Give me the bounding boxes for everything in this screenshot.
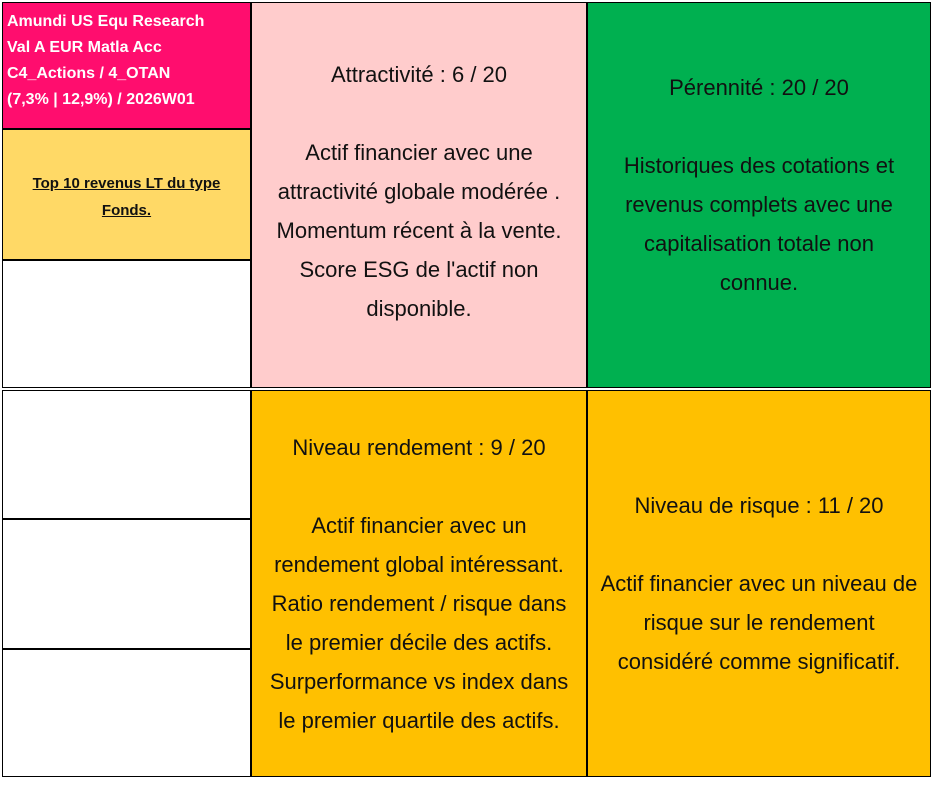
rendement-cell bbox=[251, 390, 587, 777]
rendement-line: Surperformance vs index dans bbox=[269, 668, 569, 694]
risque-line: risque sur le rendement bbox=[643, 610, 875, 635]
attractivite-line: disponible. bbox=[366, 295, 472, 321]
fund-title-line-2: Val A EUR Matla Acc bbox=[7, 39, 162, 56]
rendement-line: Ratio rendement / risque dans bbox=[271, 590, 567, 616]
attractivite-line: attractivité globale modérée . bbox=[277, 178, 561, 204]
attractivite-line: Score ESG de l'actif non bbox=[299, 256, 539, 282]
top10-label-line-2: Fonds. bbox=[101, 202, 152, 219]
top10-label-cell bbox=[2, 129, 251, 260]
risque-cell bbox=[587, 390, 931, 777]
rendement-line: Actif financier avec un bbox=[311, 512, 527, 538]
top10-label-line-1: Top 10 revenus LT du type bbox=[32, 175, 221, 192]
perennite-line: connue. bbox=[719, 270, 799, 295]
risque-line: considéré comme significatif. bbox=[617, 649, 901, 674]
empty-cell bbox=[2, 649, 251, 777]
attractivite-line: Momentum récent à la vente. bbox=[276, 217, 562, 243]
perennite-cell bbox=[587, 2, 931, 388]
empty-cell bbox=[2, 260, 251, 388]
perennite-line: capitalisation totale non bbox=[644, 231, 874, 256]
empty-cell bbox=[2, 519, 251, 649]
rendement-line: le premier décile des actifs. bbox=[285, 629, 553, 655]
fund-title-line-1: Amundi US Equ Research bbox=[7, 13, 205, 30]
rendement-line: rendement global intéressant. bbox=[274, 551, 564, 577]
perennite-line: Historiques des cotations et bbox=[623, 153, 895, 178]
attractivite-cell bbox=[251, 2, 587, 388]
rendement-heading: Niveau rendement : 9 / 20 bbox=[292, 434, 546, 460]
risque-line: Actif financier avec un niveau de bbox=[600, 571, 918, 596]
attractivite-line: Actif financier avec une bbox=[305, 139, 533, 165]
perennite-heading: Pérennité : 20 / 20 bbox=[669, 75, 849, 100]
fund-title-line-3: C4_Actions / 4_OTAN bbox=[7, 65, 171, 82]
perennite-line: revenus complets avec une bbox=[625, 192, 893, 217]
risque-heading: Niveau de risque : 11 / 20 bbox=[634, 493, 884, 518]
empty-cell bbox=[2, 390, 251, 519]
rendement-line: le premier quartile des actifs. bbox=[278, 707, 560, 733]
attractivite-heading: Attractivité : 6 / 20 bbox=[330, 61, 508, 87]
fund-title-line-4: (7,3% | 12,9%) / 2026W01 bbox=[7, 91, 195, 108]
fund-title-cell bbox=[2, 2, 251, 129]
